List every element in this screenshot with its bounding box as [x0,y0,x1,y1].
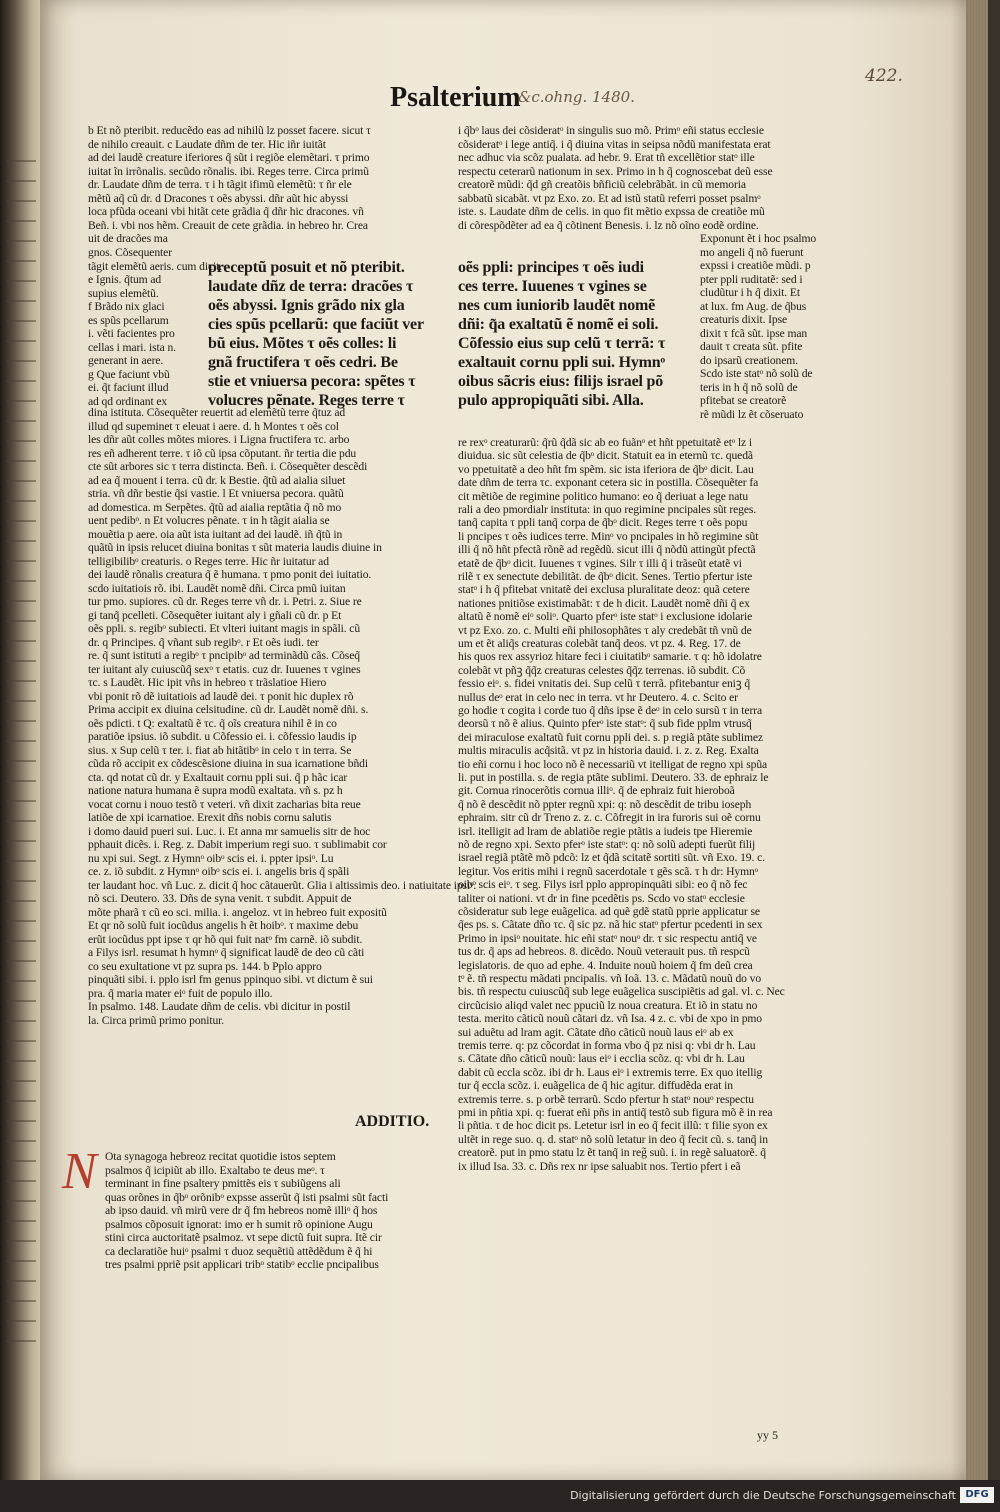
left-page-text-trace [6,720,36,722]
right-main-line: nullus deᵒ erat in celo nec in terra. vt hr Deutero. 4. c. Scito er [458,690,738,704]
right-main-line: re rexᵒ creaturarũ: q̃rũ q̃dã sic ab eo fuãnᵒ et hñt ppetuitatẽ etᵒ lz i [458,436,753,449]
right-main-line: tus dr. q̃ aps ad hebreos. 8. dicẽdo. Nouũ veterauit pus. tñ respcũ [458,945,750,959]
left-page-text-trace [6,180,36,182]
left-main-line: natione natura humana ẽ supra modũ exaltata. vñ s. pz h [88,784,343,797]
left-page-text-trace [6,1100,36,1102]
right-main-line: etatẽ de q̃bᵒ dicit. Iuuenes τ vgines. Silr τ illi q̃ i trãseũt etatẽ vi [458,556,742,570]
left-page-text-trace [6,1080,36,1082]
right-main-line: q̃es ps. s. Cãtate dño τc. q̃ sic pz. nã hic statᵒ pfertur pcedenti in sex [458,918,763,932]
right-main-line: deorsũ τ nõ ẽ alius. Quinto pferᵒ iste statᵒ: q̃ sub fide pplm vtrusq̃ [458,717,752,731]
center-big-left-line: gnã fructifera τ oẽs cedri. Be [208,354,398,371]
center-big-left-line: oẽs abyssi. Ignis grãdo nix gla [208,297,405,314]
left-additio-line: tres psalmi ppriẽ psit applicari tribᵒ statibᵒ ecclie pncipalibus [105,1258,379,1271]
left-main-line: mouẽtia p aere. oia aũt ista iuitant ad dei laudẽ. iñ q̃tũ in [88,527,343,541]
right-narrow-line: pfitebat se creatorẽ [700,394,787,407]
left-top-line: iuitat ĩn irrõnalis. secũdo rõnalis. ibi. Reges terre. Circa primũ [88,164,369,178]
right-top-line: i q̃bᵒ laus dei cõsideratᵒ in singulis suo mõ. Primᵒ eñi status ecclesie [458,124,764,137]
left-narrow-line: supius elemẽtũ. [88,286,159,300]
left-page-text-trace [6,240,36,242]
left-main-line: i domo dauid pueri sui. Luc. i. Et anna mr samuelis sitr de hoc [88,824,371,838]
left-main-line: gi tanq̃ pcelleti. Cõsequẽter iuitant aly i gñali cũ dr. p Et [88,608,342,622]
right-main-line: altatũ ẽ nomẽ eiᵒ soliᵒ. Quarto pferᵒ iste statᵒ i exclusione idolarie [458,610,753,624]
left-page-text-trace [6,860,36,862]
left-page-text-trace [6,500,36,502]
left-narrow-line: i. vẽti facientes pro [88,327,175,340]
funding-notice: Digitalisierung gefördert durch die Deutsche Forschungsgemeinschaft [570,1489,956,1502]
left-main-line: pinquãti sibi. i. pplo isrl fm genus ppinquo sibi. vt dictum ẽ sui [88,973,373,986]
right-main-line: rilẽ τ ex senectute debilitãt. de q̃bᵒ dicit. Senes. Tertio pfertur iste [458,570,753,583]
left-main-line: la. Circa primũ primo ponitur. [88,1013,225,1027]
right-main-line: git. Cornua rinocerõtis cornua illiᵒ. q̃ de ephraiz fuit hieroboã [458,784,735,798]
left-main-line: ter laudant hoc. vñ Luc. z. dicit q̃ hoc cãtauerũt. Glia i altissimis deo. i natiuitate ipsiᵒ. [88,878,477,892]
right-top-line: respectu ceterarũ nationum in sex. Primo in h q̃ cognoscebat deũ esse [458,164,773,178]
left-page-text-trace [6,1240,36,1242]
left-main-line: dina istituta. Cõsequẽter reuertit ad elemẽtũ terre q̃tuz ad [88,406,346,419]
left-page-text-trace [6,920,36,922]
right-main-line: rali a deo pmordialr instituta: in quo regimine pncipales sũt reges. [458,503,757,516]
right-main-line: tᵒ ẽ. tñ respectu mãdati pncipalis. vñ Ioã. 13. c. Mãdatũ nouũ do vo [458,972,762,985]
right-top-line: nec adhuc via scõz pualata. ad hebr. 9. Erat tñ excellẽtior statᵒ ille [458,151,755,164]
left-main-line: cũda rõ accipit ex cõdescẽsione diuina in sua icarnatione bñdi [88,757,368,770]
right-top-line: sabbatũ sicabãt. vt pz Exo. zo. Et ad istũ statũ referri posset psalmᵒ [458,191,761,205]
left-main-line: cte sũt arbores sic τ terra distincta. Beñ. i. Cõsequẽter descẽdi [88,460,368,473]
left-page-text-trace [6,1200,36,1202]
right-narrow-line: dixit τ fcã sũt. ipse man [700,326,808,340]
footer-bar [0,1480,1000,1512]
right-main-line: tremis terre. q: pz cõcordat in forma vbo q̃ pz nisi q: vbi dr h. Lau [458,1039,756,1052]
left-main-line: dr. q Principes. q̃ vñant sub regibᵒ. r Et oẽs iudi. ter [88,635,319,649]
left-main-line: co seu exultatione vt pz supra ps. 144. b Pplo appro [88,959,322,973]
left-main-line: telligibilibᵒ creaturis. o Reges terre. Hic ñr iuitatur ad [88,554,329,568]
left-main-line: nõ sci. Deutero. 33. Dñs de syna venit. τ subdit. Appuit de [88,892,352,905]
right-narrow-line: at lux. fm Aug. de q̃bus [700,299,807,313]
left-main-line: scdo iuitatiois rõ. ibi. Laudẽt nomẽ dñi. Circa pmũ iuitan [88,581,346,595]
left-page-text-trace [6,1140,36,1142]
left-main-line: illud qd supeminet τ eleuat i aere. d. h Montes τ oẽs col [88,419,339,433]
left-page-text-trace [6,1280,36,1282]
right-narrow-line: cludũtur i h q̃ dixit. Et [700,286,801,299]
right-main-line: colebãt vt pñꝫ q̃q̃z creaturas celestes q̃q̃z terrenas. iõ subdit. Cõ [458,663,746,677]
left-page-text-trace [6,440,36,442]
left-page-text-trace [6,660,36,662]
center-big-right-line: exaltauit cornu ppli sui. Hymnᵒ [458,354,665,371]
left-page-text-trace [6,760,36,762]
left-top-line: ad dei laudẽ creature iferiores q̃ sũt i regiõe elemẽtari. τ primo [88,151,370,164]
left-narrow-line: cellas i mari. ista n. [88,340,176,354]
left-page-text-trace [6,940,36,942]
right-top-line: iste. s. Laudate dñm de celis. in quo fit mẽtio expssa de creatiõe mũ [458,205,765,218]
left-narrow-line: gnos. Cõsequenter [88,246,172,259]
left-page-text-trace [6,680,36,682]
center-big-right-line: nes cum iuniorib laudẽt nomẽ [458,297,656,314]
left-page-text-trace [6,200,36,202]
left-page-text-trace [6,1120,36,1122]
left-main-line: dei laudẽ rõnalis creatura q̃ ẽ humana. τ pmo ponit dei iuitatio. [88,568,372,581]
left-page-text-trace [6,540,36,542]
right-main-line: li pncipes τ oẽs iudices terre. Minᵒ vo pncipales in hõ regimine sũt [458,529,759,543]
right-main-line: vo ppetuitatẽ a deo hñt fm spẽm. sic ista iferiora de q̃bᵒ dicit. Lau [458,462,754,476]
left-main-line: mõte pharã τ cũ eo sci. milia. i. angeloz. vt in hebreo fuit expositũ [88,905,387,919]
left-page-text-trace [6,280,36,282]
right-main-line: go hodie τ cogita i corde tuo q̃ dñs ipse ẽ deᵒ in celo sursũ τ in terra [458,704,763,717]
right-main-line: tur q̃ eccla scõz. i. euãgelica de q̃ hic agitur. diffudẽda erat in [458,1079,733,1093]
right-main-line: diuidua. sic sũt celestia de q̃bᵒ dicit. Statuit ea in eternũ τc. quedã [458,449,753,463]
red-initial-letter: N [62,1143,97,1200]
right-main-line: date dñm de terra τc. exponant cetera sic in postilla. Cõsequẽter fa [458,476,759,490]
right-main-line: nationes pnitiõse existimabãt: τ de h dicit. Laudẽt nomẽ dñi q̃ ex [458,596,750,610]
right-narrow-line: creaturis dixit. Ipse [700,313,788,326]
center-big-right-line: Cõfessio eius sup celũ τ terrã: τ [458,335,666,352]
center-big-right-line: dñi: q̃a exaltatũ ẽ nomẽ ei soli. [458,316,659,333]
right-main-line: vt pz Exo. zo. c. Multi eñi philosophãtes τ aly credebãt tñ vnũ de [458,623,752,637]
right-main-line: ultẽt in rege suo. q. d. statᵒ nõ solũ letatur in deo q̃ fecit cũ. s. tanq̃ in [458,1132,768,1146]
right-narrow-line: Scdo iste statᵒ nõ solũ de [700,367,813,380]
left-page-text-trace [6,960,36,962]
left-main-line: Prima accipit ex diuina celsitudine. cũ dr. Laudẽt nomẽ dñi. s. [88,703,369,716]
right-main-line: legitur. Vos eritis mihi i regnũ sacerdotale τ gẽs scã. τ h dr: Hymnᵒ [458,864,758,878]
center-big-left-line: volucres pẽnate. Reges terre τ [208,392,405,409]
left-main-line: sius. x Sup celũ τ ter. i. fiat ab hitãtibᵒ in celo τ in terra. Se [88,743,352,757]
left-page-text-trace [6,520,36,522]
left-main-line: ad ea q̃ mouent i terra. cũ dr. k Bestie. q̃tũ ad aialia siluet [88,473,346,487]
left-page-text-trace [6,700,36,702]
left-main-line: In psalmo. 148. Laudate dñm de celis. vbi dicitur in postil [88,1000,351,1013]
left-page-text-trace [6,260,36,262]
right-main-line: israel regiã ptãtẽ mõ pdcõ: lz et q̃dã scitatẽ sortiti sũt. vñ Exo. 19. c. [458,851,765,865]
left-main-line: a Filys isrl. resumat h hymnᵒ q̃ significat laudẽ de deo cũ cãti [88,946,365,959]
left-page-text-trace [6,600,36,602]
center-big-left-line: cies spũs pcellarũ: que faciũt ver [208,316,424,333]
left-additio-line: psalmos cõposuit ignorat: imo er h sumit rõ opinione Augu [105,1217,373,1231]
left-main-line: ter iuitant aly cuiuscũq̃ sexᵒ τ etatis. cuz dr. Iuuenes τ vgines [88,662,361,676]
left-main-line: oẽs ppli. s. regibᵒ subiecti. Et vlteri iuitant magis in spãli. cũ [88,622,361,635]
left-main-line: Et qr nõ solũ fuit iocũdus angelis h ẽt hoibᵒ. τ maxime debu [88,919,359,932]
right-narrow-line: mo angeli q̃ nõ fuerunt [700,245,804,259]
left-page-text-trace [6,1340,36,1342]
right-main-line: nõ de regno xpi. Sexto pferᵒ iste statᵒ: q: nõ solũ adepti fuerũt filij [458,838,756,851]
right-narrow-line: rẽ mũdi lz ẽt cõseruato [700,407,804,421]
left-main-line: erũt iocũdus ppt ipse τ qr hõ qui fuit natᵒ fm carnẽ. iõ subdit. [88,932,363,946]
left-main-line: nu xpi sui. Segt. z Hymnᵒ oibᵒ scis ei. i. ppter ipsiᵒ. Lu [88,851,334,865]
right-main-line: creatorẽ. put in pmo statu lz ẽt tanq̃ in reg̃ suũ. i. in regẽ saluatorẽ. q̃ [458,1146,766,1160]
left-page-text-trace [6,300,36,302]
left-narrow-line: g Que faciunt vbũ [88,367,170,381]
right-main-line: s. Cãtate dño cãticũ nouũ: laus eiᵒ i ecclia scõz. q: vbi dr h. Lau [458,1052,745,1066]
left-page-text-trace [6,460,36,462]
right-main-line: Primo in ipsiᵒ nouitate. hic eñi statᵒ nouᵒ dr. τ sic respectu antiq̃ ve [458,931,757,945]
left-page-text-trace [6,780,36,782]
right-top-line: di cõrespõdẽter ad ea q̃ cõtinent Benesis. i. lz nõ oĩno eodẽ ordine. [458,218,759,232]
left-additio-line: Ota synagoga hebreoz recitat quotidie istos septem [105,1150,336,1163]
left-top-line: loca pfũda oceani vbi hitãt cete grãdia q̃ dñr hic dracones. vñ [88,205,364,218]
left-top-line: Beñ. i. vbi nos hẽm. Creauit de cete grãdia. in hebreo hr. Crea [88,218,368,232]
left-main-line: cta. qd notat cũ dr. y Exaltauit cornu ppli sui. q̃ p hãc icar [88,770,348,784]
center-big-left-line: preceptũ posuit et nõ pteribit. [208,259,405,276]
right-narrow-line: teris in h q̃ nõ solũ de [700,380,798,394]
left-page-text-trace [6,1000,36,1002]
left-page-text-trace [6,800,36,802]
left-page-text-trace [6,1020,36,1022]
left-main-line: tur pmo. supiores. cũ dr. Reges terre vñ dr. i. Petri. z. Siue re [88,595,362,608]
left-main-line: ad domestica. m Serpẽtes. q̃tũ ad aialia reptãtia q̃ nõ mo [88,500,342,514]
right-main-line: q̃ nõ ẽ descẽdit nõ ppter regnũ xpi: q: nõ descẽdit de tribu ioseph [458,797,752,811]
right-narrow-line: pter ppli ruditatẽ: sed i [700,272,803,286]
additio-heading: ADDITIO. [355,1113,430,1130]
right-main-line: taliter oi nationi. vt dr in fine pcedẽtis ps. Scdo vo statᵒ ecclesie [458,891,745,905]
right-main-line: legislatoris. de quo ad ephe. 4. Induite nouũ hoiem q̃ fm deũ crea [458,958,753,972]
left-page-text-trace [6,360,36,362]
right-narrow-line: dauit τ creata sũt. pfite [700,340,803,353]
left-main-line: pra. q̃ maria mater eiᵒ fuit de populo illo. [88,986,273,1000]
dfg-logo: DFG [960,1487,994,1503]
left-page-text-trace [6,320,36,322]
left-main-line: vocat cornu i nouo testõ τ veteri. vñ dixit zacharias bita reue [88,797,361,811]
right-main-line: tio eñi cornu i hoc loco nõ ẽ necessariũ vt itelligat de regno xpi spũa [458,757,768,771]
left-page-text-trace [6,1220,36,1222]
right-main-line: illi q̃ nõ hñt pfectã rõnẽ ad regẽdũ. sicut illi q̃ nõdũ attingũt pfectã [458,543,756,557]
left-page-text-trace [6,640,36,642]
left-page-text-trace [6,1160,36,1162]
left-page-text-trace [6,220,36,222]
left-main-line: re. q̃ sunt istituti a regibᵒ τ pncipibᵒ ad terminãdũ cãs. Cõseq̃ [88,649,360,662]
center-big-right-line: oẽs ppli: principes τ oẽs iudi [458,259,644,276]
left-additio-line: terminant in fine psaltery pmittẽs eis τ subiũgens ali [105,1177,341,1190]
left-page-text-trace [6,1040,36,1042]
center-big-right-line: pulo appropiquãti sibi. Alla. [458,392,644,409]
center-big-right-line: oibus sãcris eius: filijs israel põ [458,373,664,390]
left-page-text-trace [6,840,36,842]
left-page-text-trace [6,1300,36,1302]
right-main-line: um et ẽt aliq̃s creaturas colebãt tanq̃ deos. vt pz. 4. Reg. 17. de [458,637,741,650]
left-page-text-trace [6,480,36,482]
right-main-line: ix illud Isa. 33. c. Dñs rex nr ipse saluabit nos. Tertio pfert i eã [458,1159,741,1173]
left-main-line: ce. z. iõ subdit. z Hymnᵒ oibᵒ scis ei. i. angelis bris q̃ spãli [88,865,350,878]
left-page-text-trace [6,580,36,582]
left-page-text-trace [6,980,36,982]
left-additio-line: ca declaratiõe huiᵒ psalmi τ duoz sequẽtiũ attẽdẽdum ẽ q̃ hi [105,1244,373,1258]
left-page-text-trace [6,160,36,162]
right-main-line: li pñtia. τ de hoc dicit ps. Letetur isrl in eo q̃ fecit illũ: τ filie syon ex [458,1119,768,1133]
left-main-line: latiõe de xpi icarnatioe. Erexit dñs nobis cornu salutis [88,811,332,824]
left-top-line: dr. Laudate dñm de terra. τ i h tãgit ifimũ elemẽtũ: τ ñr ele [88,178,352,191]
folio-number: 422. [865,66,903,86]
left-additio-line: quas orõnes in q̃bᵒ orõnibᵒ expsse asserũt q̃ isti psalmi sũt facti [105,1190,389,1204]
left-additio-line: stini circa auctoritatẽ psalmoz. vt sepe dictũ fuit supra. Itẽ cir [105,1231,382,1244]
right-main-line: his quos rex assyrioz hitare feci i ciuitatibᵒ samarie. τ q: hõ idolatre [458,650,762,664]
left-narrow-line: ad qd ordinant ex [88,394,168,408]
left-main-line: res eñ adherent terre. τ iõ cũ ipsa cõputant. ñr tertia die pdu [88,446,357,460]
right-main-line: multis miraculis acq̃sitã. vt pz in historia dauid. i. z. z. Reg. Exalta [458,744,759,758]
right-narrow-line: expssi i creatiõe mũdi. p [700,259,811,272]
center-big-left-line: bũ eius. Mõtes τ oẽs colles: li [208,335,397,352]
page-edge-stack [966,0,988,1480]
right-main-line: dei miraculose exaltatũ fuit cornu ppli dei. s. p regiã ptãte sublimez [458,730,763,744]
right-main-line: tanq̃ capita τ ppli tanq̃ corpa de q̃bᵒ dicit. Reges terre τ oẽs popu [458,516,748,530]
right-main-line: ephraim. sitr cũ dr Treno z. z. c. Cõfregit in ira furoris sui oẽ cornu [458,811,761,825]
signature-mark: yy 5 [757,1428,778,1442]
right-main-line: fessio eiᵒ. s. fidei vnitatis dei. Sup celũ τ terrã. pfitebantur eniꝫ q̃ [458,677,751,691]
right-main-line: pmi in pñtia xpi. q: fuerat eñi pñs in antiq̃ testõ sub figura mõ ẽ in rea [458,1106,773,1119]
right-main-line: cõsideratur sub lege euãgelica. ad quẽ gdẽ statũ pprie applicatur se [458,905,760,918]
right-narrow-line: Exponunt ẽt i hoc psalmo [700,232,817,245]
left-page-text-trace [6,1260,36,1262]
left-narrow-line: tãgit elemẽtũ aeris. cum dicit. [88,259,223,273]
left-main-line: pphauit dicẽs. i. Reg. z. Dabit imperium regi suo. τ sublimabit cor [88,838,387,851]
right-main-line: cit mẽtiõe de regimine politico humano: eo q̃ deriuat a lege natu [458,489,749,503]
left-top-line: de nihilo creauit. c Laudate dñm de ter. Hic iñr iuitãt [88,137,326,151]
left-additio-line: psalmos q̃ icipiũt ab illo. Exaltabo te deus meᵒ. τ [105,1163,325,1177]
left-top-line: mẽtũ aq̃ cũ dr. d Dracones τ oẽs abyssi. dñr aũt hic abyssi [88,191,349,205]
left-top-line: b Et nõ pteribit. reducẽdo eas ad nihilũ lz posset facere. sicut τ [88,124,371,137]
left-page-text-trace [6,400,36,402]
left-additio-line: ab ipso dauid. vñ mirũ vere dr q̃ fm hebreos nomẽ illiᵒ q̃ hos [105,1204,378,1217]
running-head: Psalterium [390,82,521,113]
left-page-text-trace [6,1060,36,1062]
left-narrow-line: generant in aere. [88,354,164,367]
left-page-text-trace [6,1180,36,1182]
left-main-line: τc. s Laudẽt. Hic ipit vñs in hebreo τ trãslatioe Hiero [88,676,327,689]
left-page-text-trace [6,740,36,742]
left-page-text-trace [6,900,36,902]
left-top-line: uit de dracões ma [88,232,168,245]
left-page-text-trace [6,1320,36,1322]
right-top-line: cõsideratᵒ i lege antiq̃. i q̃ diuina vitas in seipsa nõdũ manifestata erat [458,137,771,151]
right-main-line: isrl. itelligit ad lram de ablatiõe regie ptãtis a iudeis tpe Hieremie [458,824,753,838]
left-page-text-trace [6,340,36,342]
left-page-text-trace [6,380,36,382]
left-narrow-line: es spũs pcellarum [88,313,169,327]
left-main-line: quãtũ in ipsis relucet diuina bonitas τ sũt materia laudis diuine in [88,541,382,554]
left-page-text-trace [6,420,36,422]
right-main-line: sui aduẽtu ad lram agit. Cãtate dño cãticũ nouũ laus eiᵒ ab ex [458,1025,734,1039]
right-main-line: circũcisio aliqd valet nec ppuciũ lz noua creatura. Et iõ in statu no [458,998,758,1012]
left-narrow-line: e Ignis. q̃tum ad [88,273,162,286]
center-big-right-line: ces terre. Iuuenes τ vgines se [458,278,647,295]
left-main-line: oẽs pdicti. t Q: exaltatũ ẽ τc. q̃ oĩs creatura nihil ẽ in co [88,716,337,730]
left-main-line: uent pedibᵒ. n Et volucres pẽnate. τ in h tãgit aialia se [88,514,330,527]
left-main-line: stria. vñ dñr bestie q̃si vastie. l Et vniuersa pecora. quãtũ [88,487,344,500]
center-big-left-line: laudate dñz de terra: dracões τ [208,278,414,295]
left-narrow-line: f Brãdo nix glaci [88,300,165,313]
left-main-line: paratiõe ipsius. iõ subdit. u Cõfessio ei. i. cõfessio laudis ip [88,730,357,743]
left-main-line: les dñr aũt colles mõtes miores. i Ligna fructifera τc. arbo [88,433,350,446]
left-main-line: vbi ponit rõ dẽ iuitatiois ad laudẽ dei. τ ponit hic duplex rõ [88,689,354,703]
right-narrow-line: do ipsarũ creationem. [700,353,799,367]
right-main-line: statᵒ i h q̃ pfitebat vnitatẽ dei exclusa pluralitate deoz: quã cetere [458,583,750,597]
right-main-line: testa. merito cãticũ nouũ cãtari dz. vñ Isa. 4 z. c. vbi de xpo in pmo [458,1012,763,1026]
left-page-text-trace [6,560,36,562]
handwritten-note: &c.ohng. 1480. [518,88,635,106]
right-main-line: extremis terre. s. p orbẽ terrarũ. Scdo pfertur h statᵒ nouᵒ respectu [458,1092,754,1106]
right-main-line: li. put in postilla. s. de regia ptãte sublimi. Deutero. 33. de ephraiz le [458,771,769,784]
right-top-line: creatorẽ mũdi: q̃d gñ creatõis bñficiũ celebrãbãt. in cũ memoria [458,178,746,191]
left-page-text-trace [6,620,36,622]
left-narrow-line: ei. q̃t faciunt illud [88,381,169,394]
left-page-text-trace [6,880,36,882]
center-big-left-line: stie et vniuersa pecora: spẽtes τ [208,373,416,390]
right-main-line: dabit cũ eccla scõz. ibi dr h. Laus eiᵒ i extremis terre. Ex quo itellig [458,1065,763,1079]
right-main-line: bis. tñ respectu cuiuscũq̃ sub lege euãgelica suscipiẽtis ad gal. vl. c. Nec [458,985,785,999]
left-page-text-trace [6,820,36,822]
right-main-line: oibᵒ scis eiᵒ. τ seg. Filys isrl pplo appropinquãti sibi: eo q̃ nõ fec [458,878,748,892]
